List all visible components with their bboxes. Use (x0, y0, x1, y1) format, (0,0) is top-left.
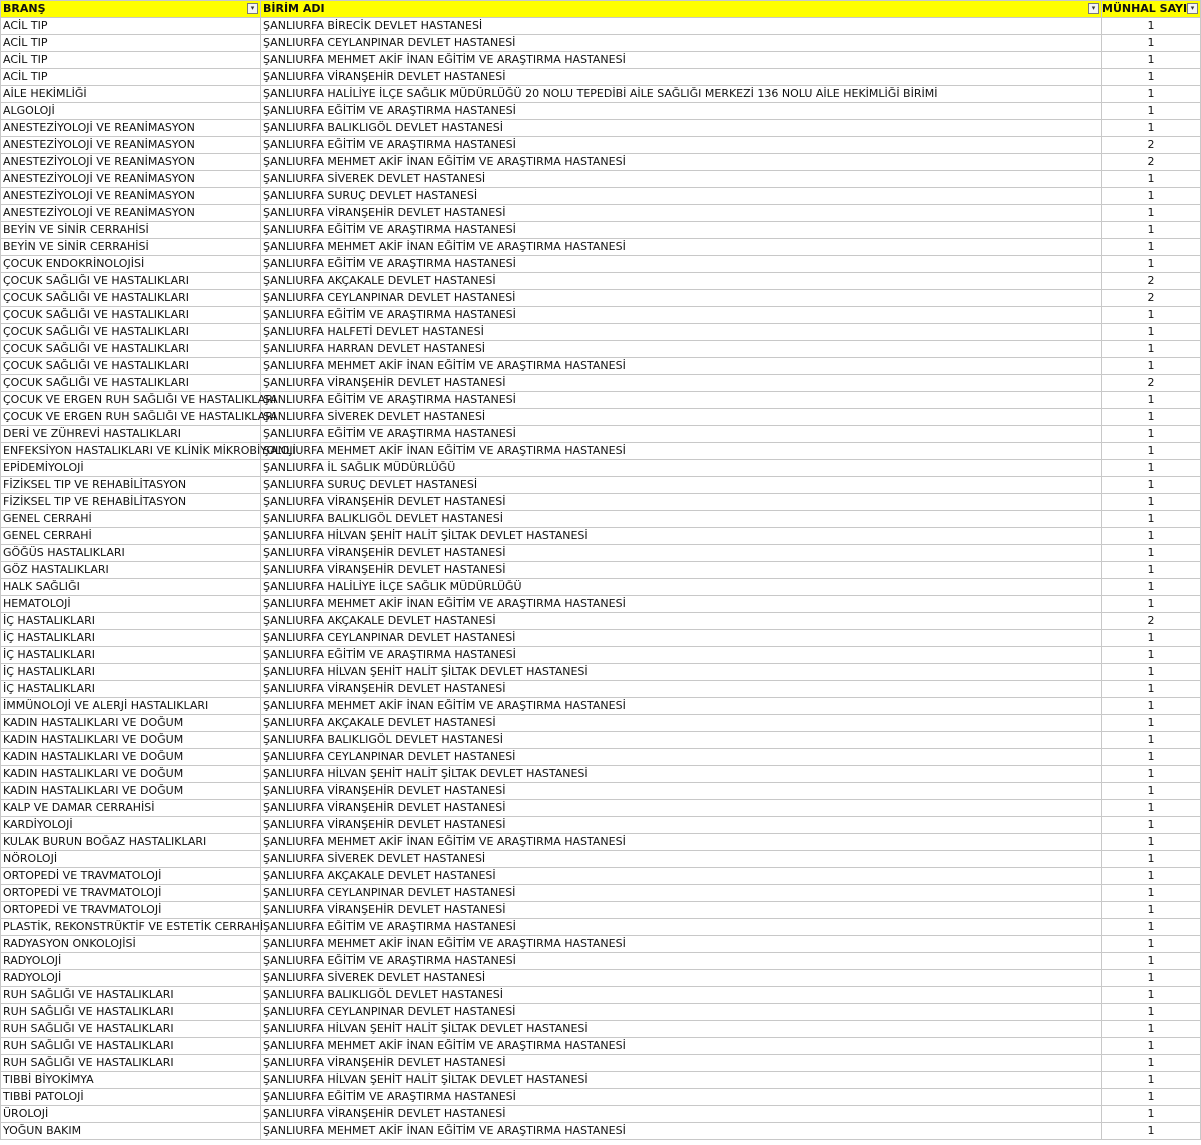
cell-birim-adi[interactable]: ŞANLIURFA VİRANŞEHİR DEVLET HASTANESİ (261, 783, 1102, 800)
cell-brans[interactable]: ANESTEZİYOLOJİ VE REANİMASYON (1, 120, 261, 137)
cell-munhal-sayi[interactable]: 1 (1102, 528, 1201, 545)
cell-munhal-sayi[interactable]: 1 (1102, 630, 1201, 647)
cell-birim-adi[interactable]: ŞANLIURFA MEHMET AKİF İNAN EĞİTİM VE ARAŞTIRMA HASTANESİ (261, 1123, 1102, 1140)
cell-brans[interactable]: FİZİKSEL TIP VE REHABİLİTASYON (1, 477, 261, 494)
cell-birim-adi[interactable]: ŞANLIURFA HİLVAN ŞEHİT HALİT ŞİLTAK DEVLET HASTANESİ (261, 1021, 1102, 1038)
table-row (1, 987, 1201, 1004)
cell-birim-adi[interactable]: ŞANLIURFA EĞİTİM VE ARAŞTIRMA HASTANESİ (261, 307, 1102, 324)
cell-brans[interactable]: ANESTEZİYOLOJİ VE REANİMASYON (1, 188, 261, 205)
table-row (1, 800, 1201, 817)
cell-birim-adi[interactable]: ŞANLIURFA AKÇAKALE DEVLET HASTANESİ (261, 273, 1102, 290)
table-row (1, 613, 1201, 630)
table-row (1, 154, 1201, 171)
table-row (1, 851, 1201, 868)
cell-birim-adi[interactable]: ŞANLIURFA EĞİTİM VE ARAŞTIRMA HASTANESİ (261, 426, 1102, 443)
table-row (1, 1106, 1201, 1123)
cell-brans[interactable]: RUH SAĞLIĞI VE HASTALIKLARI (1, 1021, 261, 1038)
table-row (1, 579, 1201, 596)
cell-birim-adi[interactable]: ŞANLIURFA MEHMET AKİF İNAN EĞİTİM VE ARAŞTIRMA HASTANESİ (261, 358, 1102, 375)
table-row (1, 817, 1201, 834)
cell-munhal-sayi[interactable]: 1 (1102, 256, 1201, 273)
table-row (1, 222, 1201, 239)
cell-birim-adi[interactable]: ŞANLIURFA VİRANŞEHİR DEVLET HASTANESİ (261, 205, 1102, 222)
cell-brans[interactable]: HALK SAĞLIĞI (1, 579, 261, 596)
cell-birim-adi[interactable]: ŞANLIURFA CEYLANPINAR DEVLET HASTANESİ (261, 290, 1102, 307)
cell-brans[interactable]: ACİL TIP (1, 69, 261, 86)
table-row (1, 664, 1201, 681)
cell-brans[interactable]: KADIN HASTALIKLARI VE DOĞUM (1, 766, 261, 783)
table-row (1, 936, 1201, 953)
table-row (1, 341, 1201, 358)
cell-brans[interactable]: KARDİYOLOJİ (1, 817, 261, 834)
cell-birim-adi[interactable]: ŞANLIURFA SURUÇ DEVLET HASTANESİ (261, 188, 1102, 205)
cell-munhal-sayi[interactable]: 1 (1102, 749, 1201, 766)
cell-brans[interactable]: ACİL TIP (1, 35, 261, 52)
cell-brans[interactable]: GENEL CERRAHİ (1, 528, 261, 545)
table-row (1, 103, 1201, 120)
cell-munhal-sayi[interactable]: 1 (1102, 103, 1201, 120)
cell-brans[interactable]: EPİDEMİYOLOJİ (1, 460, 261, 477)
cell-birim-adi[interactable]: ŞANLIURFA MEHMET AKİF İNAN EĞİTİM VE ARAŞTIRMA HASTANESİ (261, 239, 1102, 256)
table-row (1, 443, 1201, 460)
cell-birim-adi[interactable]: ŞANLIURFA MEHMET AKİF İNAN EĞİTİM VE ARAŞTIRMA HASTANESİ (261, 596, 1102, 613)
cell-brans[interactable]: GENEL CERRAHİ (1, 511, 261, 528)
cell-brans[interactable]: HEMATOLOJİ (1, 596, 261, 613)
cell-munhal-sayi[interactable]: 1 (1102, 681, 1201, 698)
table-row (1, 1038, 1201, 1055)
cell-birim-adi[interactable]: ŞANLIURFA BALIKLIGÖL DEVLET HASTANESİ (261, 511, 1102, 528)
cell-munhal-sayi[interactable]: 1 (1102, 35, 1201, 52)
cell-munhal-sayi[interactable]: 1 (1102, 579, 1201, 596)
header-brans[interactable] (1, 1, 261, 18)
cell-brans[interactable]: ENFEKSİYON HASTALIKLARI VE KLİNİK MİKROBİYOLOJİ (1, 443, 261, 460)
cell-munhal-sayi[interactable]: 1 (1102, 817, 1201, 834)
table-row (1, 596, 1201, 613)
cell-brans[interactable]: AİLE HEKİMLİĞİ (1, 86, 261, 103)
cell-munhal-sayi[interactable]: 1 (1102, 477, 1201, 494)
cell-birim-adi[interactable]: ŞANLIURFA VİRANŞEHİR DEVLET HASTANESİ (261, 545, 1102, 562)
cell-munhal-sayi[interactable]: 1 (1102, 426, 1201, 443)
cell-birim-adi[interactable]: ŞANLIURFA EĞİTİM VE ARAŞTIRMA HASTANESİ (261, 647, 1102, 664)
cell-birim-adi[interactable]: ŞANLIURFA CEYLANPINAR DEVLET HASTANESİ (261, 35, 1102, 52)
cell-munhal-sayi[interactable]: 1 (1102, 902, 1201, 919)
table-row (1, 698, 1201, 715)
cell-munhal-sayi[interactable]: 1 (1102, 1038, 1201, 1055)
cell-munhal-sayi[interactable]: 1 (1102, 1106, 1201, 1123)
cell-brans[interactable]: ANESTEZİYOLOJİ VE REANİMASYON (1, 154, 261, 171)
cell-brans[interactable]: TIBBİ PATOLOJİ (1, 1089, 261, 1106)
table-row (1, 494, 1201, 511)
cell-brans[interactable]: NÖROLOJİ (1, 851, 261, 868)
cell-munhal-sayi[interactable]: 1 (1102, 766, 1201, 783)
cell-birim-adi[interactable]: ŞANLIURFA EĞİTİM VE ARAŞTIRMA HASTANESİ (261, 1089, 1102, 1106)
cell-brans[interactable]: İÇ HASTALIKLARI (1, 664, 261, 681)
cell-birim-adi[interactable]: ŞANLIURFA MEHMET AKİF İNAN EĞİTİM VE ARAŞTIRMA HASTANESİ (261, 936, 1102, 953)
cell-brans[interactable]: TIBBİ BİYOKİMYA (1, 1072, 261, 1089)
table-row (1, 1021, 1201, 1038)
cell-brans[interactable]: İÇ HASTALIKLARI (1, 613, 261, 630)
cell-birim-adi[interactable]: ŞANLIURFA EĞİTİM VE ARAŞTIRMA HASTANESİ (261, 137, 1102, 154)
header-row (1, 1, 1201, 18)
cell-brans[interactable]: GÖZ HASTALIKLARI (1, 562, 261, 579)
cell-birim-adi[interactable]: ŞANLIURFA EĞİTİM VE ARAŞTIRMA HASTANESİ (261, 392, 1102, 409)
cell-birim-adi[interactable]: ŞANLIURFA VİRANŞEHİR DEVLET HASTANESİ (261, 1055, 1102, 1072)
cell-birim-adi[interactable]: ŞANLIURFA VİRANŞEHİR DEVLET HASTANESİ (261, 494, 1102, 511)
cell-munhal-sayi[interactable]: 1 (1102, 188, 1201, 205)
cell-munhal-sayi[interactable]: 1 (1102, 596, 1201, 613)
cell-birim-adi[interactable]: ŞANLIURFA VİRANŞEHİR DEVLET HASTANESİ (261, 375, 1102, 392)
cell-munhal-sayi[interactable]: 1 (1102, 1089, 1201, 1106)
cell-brans[interactable]: ORTOPEDİ VE TRAVMATOLOJİ (1, 885, 261, 902)
cell-birim-adi[interactable]: ŞANLIURFA CEYLANPINAR DEVLET HASTANESİ (261, 630, 1102, 647)
table-row (1, 35, 1201, 52)
cell-munhal-sayi[interactable]: 1 (1102, 460, 1201, 477)
cell-brans[interactable]: İMMÜNOLOJİ VE ALERJİ HASTALIKLARI (1, 698, 261, 715)
table-row (1, 273, 1201, 290)
cell-birim-adi[interactable]: ŞANLIURFA MEHMET AKİF İNAN EĞİTİM VE ARAŞTIRMA HASTANESİ (261, 698, 1102, 715)
table-row (1, 290, 1201, 307)
cell-brans[interactable]: İÇ HASTALIKLARI (1, 647, 261, 664)
cell-brans[interactable]: KULAK BURUN BOĞAZ HASTALIKLARI (1, 834, 261, 851)
cell-brans[interactable]: ÜROLOJİ (1, 1106, 261, 1123)
cell-brans[interactable]: ÇOCUK SAĞLIĞI VE HASTALIKLARI (1, 324, 261, 341)
cell-birim-adi[interactable]: ŞANLIURFA SİVEREK DEVLET HASTANESİ (261, 409, 1102, 426)
cell-brans[interactable]: RUH SAĞLIĞI VE HASTALIKLARI (1, 1055, 261, 1072)
cell-brans[interactable]: KALP VE DAMAR CERRAHİSİ (1, 800, 261, 817)
header-brans-label: BRANŞ (3, 2, 46, 15)
cell-brans[interactable]: İÇ HASTALIKLARI (1, 681, 261, 698)
cell-brans[interactable]: RUH SAĞLIĞI VE HASTALIKLARI (1, 1038, 261, 1055)
cell-brans[interactable]: KADIN HASTALIKLARI VE DOĞUM (1, 732, 261, 749)
cell-munhal-sayi[interactable]: 1 (1102, 1004, 1201, 1021)
table-row (1, 409, 1201, 426)
table-row (1, 630, 1201, 647)
cell-munhal-sayi[interactable]: 1 (1102, 341, 1201, 358)
table-row (1, 1072, 1201, 1089)
table-row (1, 120, 1201, 137)
cell-munhal-sayi[interactable]: 1 (1102, 171, 1201, 188)
table-row (1, 545, 1201, 562)
cell-brans[interactable]: KADIN HASTALIKLARI VE DOĞUM (1, 715, 261, 732)
cell-birim-adi[interactable]: ŞANLIURFA AKÇAKALE DEVLET HASTANESİ (261, 715, 1102, 732)
cell-birim-adi[interactable]: ŞANLIURFA BALIKLIGÖL DEVLET HASTANESİ (261, 987, 1102, 1004)
cell-brans[interactable]: BEYİN VE SİNİR CERRAHİSİ (1, 222, 261, 239)
cell-birim-adi[interactable]: ŞANLIURFA SİVEREK DEVLET HASTANESİ (261, 171, 1102, 188)
cell-brans[interactable]: ÇOCUK SAĞLIĞI VE HASTALIKLARI (1, 375, 261, 392)
table-row (1, 171, 1201, 188)
table-row (1, 426, 1201, 443)
header-birim-adi-label: BİRİM ADI (263, 2, 325, 15)
table-row (1, 868, 1201, 885)
cell-munhal-sayi[interactable]: 1 (1102, 307, 1201, 324)
cell-munhal-sayi[interactable]: 2 (1102, 154, 1201, 171)
cell-birim-adi[interactable]: ŞANLIURFA SURUÇ DEVLET HASTANESİ (261, 477, 1102, 494)
table-row (1, 392, 1201, 409)
cell-birim-adi[interactable]: ŞANLIURFA MEHMET AKİF İNAN EĞİTİM VE ARAŞTIRMA HASTANESİ (261, 154, 1102, 171)
cell-birim-adi[interactable]: ŞANLIURFA MEHMET AKİF İNAN EĞİTİM VE ARAŞTIRMA HASTANESİ (261, 1038, 1102, 1055)
cell-brans[interactable]: ÇOCUK VE ERGEN RUH SAĞLIĞI VE HASTALIKLARI (1, 409, 261, 426)
cell-birim-adi[interactable]: ŞANLIURFA VİRANŞEHİR DEVLET HASTANESİ (261, 69, 1102, 86)
cell-birim-adi[interactable]: ŞANLIURFA AKÇAKALE DEVLET HASTANESİ (261, 868, 1102, 885)
table-row (1, 647, 1201, 664)
cell-munhal-sayi[interactable]: 1 (1102, 324, 1201, 341)
cell-brans[interactable]: BEYİN VE SİNİR CERRAHİSİ (1, 239, 261, 256)
cell-munhal-sayi[interactable]: 1 (1102, 409, 1201, 426)
table-row (1, 477, 1201, 494)
table-row (1, 1004, 1201, 1021)
cell-birim-adi[interactable]: ŞANLIURFA VİRANŞEHİR DEVLET HASTANESİ (261, 1106, 1102, 1123)
cell-munhal-sayi[interactable]: 1 (1102, 69, 1201, 86)
cell-birim-adi[interactable]: ŞANLIURFA HİLVAN ŞEHİT HALİT ŞİLTAK DEVLET HASTANESİ (261, 528, 1102, 545)
cell-munhal-sayi[interactable]: 1 (1102, 494, 1201, 511)
cell-birim-adi[interactable]: ŞANLIURFA VİRANŞEHİR DEVLET HASTANESİ (261, 800, 1102, 817)
cell-munhal-sayi[interactable]: 1 (1102, 834, 1201, 851)
cell-brans[interactable]: KADIN HASTALIKLARI VE DOĞUM (1, 749, 261, 766)
cell-munhal-sayi[interactable]: 2 (1102, 137, 1201, 154)
table-row (1, 86, 1201, 103)
cell-munhal-sayi[interactable]: 1 (1102, 1123, 1201, 1140)
cell-brans[interactable]: ANESTEZİYOLOJİ VE REANİMASYON (1, 171, 261, 188)
table-row (1, 953, 1201, 970)
table-row (1, 1055, 1201, 1072)
cell-munhal-sayi[interactable]: 1 (1102, 664, 1201, 681)
cell-brans[interactable]: RUH SAĞLIĞI VE HASTALIKLARI (1, 987, 261, 1004)
table-row (1, 18, 1201, 35)
cell-birim-adi[interactable]: ŞANLIURFA EĞİTİM VE ARAŞTIRMA HASTANESİ (261, 256, 1102, 273)
cell-munhal-sayi[interactable]: 1 (1102, 732, 1201, 749)
cell-munhal-sayi[interactable]: 1 (1102, 936, 1201, 953)
table-row (1, 307, 1201, 324)
cell-brans[interactable]: YOĞUN BAKIM (1, 1123, 261, 1140)
cell-birim-adi[interactable]: ŞANLIURFA VİRANŞEHİR DEVLET HASTANESİ (261, 902, 1102, 919)
cell-munhal-sayi[interactable]: 1 (1102, 205, 1201, 222)
cell-birim-adi[interactable]: ŞANLIURFA HİLVAN ŞEHİT HALİT ŞİLTAK DEVLET HASTANESİ (261, 1072, 1102, 1089)
cell-munhal-sayi[interactable]: 1 (1102, 698, 1201, 715)
cell-munhal-sayi[interactable]: 1 (1102, 443, 1201, 460)
cell-munhal-sayi[interactable]: 1 (1102, 545, 1201, 562)
table-row (1, 205, 1201, 222)
cell-munhal-sayi[interactable]: 1 (1102, 222, 1201, 239)
cell-munhal-sayi[interactable]: 1 (1102, 1021, 1201, 1038)
table-row (1, 919, 1201, 936)
cell-munhal-sayi[interactable]: 1 (1102, 647, 1201, 664)
cell-munhal-sayi[interactable]: 1 (1102, 970, 1201, 987)
table-body (1, 18, 1201, 1140)
header-birim-adi[interactable] (261, 1, 1102, 18)
table-row (1, 834, 1201, 851)
cell-brans[interactable]: KADIN HASTALIKLARI VE DOĞUM (1, 783, 261, 800)
table-row (1, 460, 1201, 477)
cell-brans[interactable]: ÇOCUK SAĞLIĞI VE HASTALIKLARI (1, 307, 261, 324)
cell-brans[interactable]: RADYASYON ONKOLOJİSİ (1, 936, 261, 953)
table-row (1, 1089, 1201, 1106)
cell-munhal-sayi[interactable]: 2 (1102, 273, 1201, 290)
cell-birim-adi[interactable]: ŞANLIURFA EĞİTİM VE ARAŞTIRMA HASTANESİ (261, 222, 1102, 239)
cell-munhal-sayi[interactable]: 1 (1102, 239, 1201, 256)
cell-birim-adi[interactable]: ŞANLIURFA EĞİTİM VE ARAŞTIRMA HASTANESİ (261, 103, 1102, 120)
cell-brans[interactable]: ORTOPEDİ VE TRAVMATOLOJİ (1, 868, 261, 885)
cell-brans[interactable]: ANESTEZİYOLOJİ VE REANİMASYON (1, 137, 261, 154)
cell-brans[interactable]: DERİ VE ZÜHREVİ HASTALIKLARI (1, 426, 261, 443)
cell-munhal-sayi[interactable]: 1 (1102, 358, 1201, 375)
cell-brans[interactable]: ÇOCUK ENDOKRİNOLOJİSİ (1, 256, 261, 273)
table-row (1, 324, 1201, 341)
cell-brans[interactable]: ÇOCUK SAĞLIĞI VE HASTALIKLARI (1, 358, 261, 375)
cell-birim-adi[interactable]: ŞANLIURFA İL SAĞLIK MÜDÜRLÜĞÜ (261, 460, 1102, 477)
cell-birim-adi[interactable]: ŞANLIURFA EĞİTİM VE ARAŞTIRMA HASTANESİ (261, 919, 1102, 936)
cell-munhal-sayi[interactable]: 1 (1102, 851, 1201, 868)
table-row (1, 681, 1201, 698)
cell-birim-adi[interactable]: ŞANLIURFA BALIKLIGÖL DEVLET HASTANESİ (261, 120, 1102, 137)
table-row (1, 375, 1201, 392)
cell-munhal-sayi[interactable]: 1 (1102, 1055, 1201, 1072)
cell-birim-adi[interactable]: ŞANLIURFA AKÇAKALE DEVLET HASTANESİ (261, 613, 1102, 630)
cell-birim-adi[interactable]: ŞANLIURFA HALİLİYE İLÇE SAĞLIK MÜDÜRLÜĞÜ 20 NOLU TEPEDİBİ AİLE SAĞLIĞI MERKEZİ 136 NOLU AİLE HEKİMLİĞİ BİRİMİ (261, 86, 1102, 103)
cell-munhal-sayi[interactable]: 1 (1102, 1072, 1201, 1089)
cell-birim-adi[interactable]: ŞANLIURFA CEYLANPINAR DEVLET HASTANESİ (261, 885, 1102, 902)
table-row (1, 902, 1201, 919)
table-row (1, 783, 1201, 800)
cell-munhal-sayi[interactable]: 1 (1102, 86, 1201, 103)
table-row (1, 256, 1201, 273)
table-row (1, 562, 1201, 579)
cell-munhal-sayi[interactable]: 1 (1102, 868, 1201, 885)
cell-birim-adi[interactable]: ŞANLIURFA HİLVAN ŞEHİT HALİT ŞİLTAK DEVLET HASTANESİ (261, 664, 1102, 681)
table-row (1, 511, 1201, 528)
cell-birim-adi[interactable]: ŞANLIURFA HİLVAN ŞEHİT HALİT ŞİLTAK DEVLET HASTANESİ (261, 766, 1102, 783)
cell-munhal-sayi[interactable]: 1 (1102, 562, 1201, 579)
cell-brans[interactable]: RADYOLOJİ (1, 953, 261, 970)
cell-birim-adi[interactable]: ŞANLIURFA BİRECİK DEVLET HASTANESİ (261, 18, 1102, 35)
filter-dropdown-icon[interactable]: ▾ (1187, 3, 1198, 14)
table-row (1, 188, 1201, 205)
cell-brans[interactable]: ÇOCUK SAĞLIĞI VE HASTALIKLARI (1, 341, 261, 358)
filter-dropdown-icon[interactable]: ▾ (247, 3, 258, 14)
filter-dropdown-icon[interactable]: ▾ (1088, 3, 1099, 14)
cell-munhal-sayi[interactable]: 1 (1102, 783, 1201, 800)
table-row (1, 1123, 1201, 1140)
table-row (1, 970, 1201, 987)
table-row (1, 732, 1201, 749)
cell-brans[interactable]: ÇOCUK VE ERGEN RUH SAĞLIĞI VE HASTALIKLARI (1, 392, 261, 409)
table-row (1, 766, 1201, 783)
cell-munhal-sayi[interactable]: 1 (1102, 715, 1201, 732)
cell-munhal-sayi[interactable]: 2 (1102, 375, 1201, 392)
header-munhal-sayi-label: MÜNHAL SAYI (1102, 2, 1188, 15)
table-row (1, 239, 1201, 256)
cell-brans[interactable]: ÇOCUK SAĞLIĞI VE HASTALIKLARI (1, 273, 261, 290)
cell-birim-adi[interactable]: ŞANLIURFA VİRANŞEHİR DEVLET HASTANESİ (261, 817, 1102, 834)
cell-brans[interactable]: İÇ HASTALIKLARI (1, 630, 261, 647)
table-row (1, 749, 1201, 766)
cell-birim-adi[interactable]: ŞANLIURFA HALFETİ DEVLET HASTANESİ (261, 324, 1102, 341)
cell-munhal-sayi[interactable]: 1 (1102, 919, 1201, 936)
cell-munhal-sayi[interactable]: 1 (1102, 392, 1201, 409)
cell-birim-adi[interactable]: ŞANLIURFA MEHMET AKİF İNAN EĞİTİM VE ARAŞTIRMA HASTANESİ (261, 443, 1102, 460)
cell-birim-adi[interactable]: ŞANLIURFA EĞİTİM VE ARAŞTIRMA HASTANESİ (261, 953, 1102, 970)
cell-munhal-sayi[interactable]: 2 (1102, 290, 1201, 307)
table-row (1, 715, 1201, 732)
cell-birim-adi[interactable]: ŞANLIURFA CEYLANPINAR DEVLET HASTANESİ (261, 749, 1102, 766)
cell-brans[interactable]: ALGOLOJİ (1, 103, 261, 120)
cell-munhal-sayi[interactable]: 2 (1102, 613, 1201, 630)
cell-brans[interactable]: RUH SAĞLIĞI VE HASTALIKLARI (1, 1004, 261, 1021)
cell-munhal-sayi[interactable]: 1 (1102, 120, 1201, 137)
cell-munhal-sayi[interactable]: 1 (1102, 511, 1201, 528)
cell-munhal-sayi[interactable]: 1 (1102, 953, 1201, 970)
cell-birim-adi[interactable]: ŞANLIURFA BALIKLIGÖL DEVLET HASTANESİ (261, 732, 1102, 749)
header-munhal-sayi[interactable] (1102, 1, 1201, 18)
cell-brans[interactable]: ÇOCUK SAĞLIĞI VE HASTALIKLARI (1, 290, 261, 307)
cell-munhal-sayi[interactable]: 1 (1102, 885, 1201, 902)
cell-brans[interactable]: GÖĞÜS HASTALIKLARI (1, 545, 261, 562)
cell-birim-adi[interactable]: ŞANLIURFA MEHMET AKİF İNAN EĞİTİM VE ARAŞTIRMA HASTANESİ (261, 834, 1102, 851)
cell-birim-adi[interactable]: ŞANLIURFA HALİLİYE İLÇE SAĞLIK MÜDÜRLÜĞÜ (261, 579, 1102, 596)
table-row (1, 528, 1201, 545)
cell-birim-adi[interactable]: ŞANLIURFA VİRANŞEHİR DEVLET HASTANESİ (261, 562, 1102, 579)
cell-munhal-sayi[interactable]: 1 (1102, 800, 1201, 817)
cell-munhal-sayi[interactable]: 1 (1102, 987, 1201, 1004)
table-row (1, 52, 1201, 69)
table-row (1, 885, 1201, 902)
cell-munhal-sayi[interactable]: 1 (1102, 18, 1201, 35)
cell-brans[interactable]: ANESTEZİYOLOJİ VE REANİMASYON (1, 205, 261, 222)
table-row (1, 69, 1201, 86)
cell-birim-adi[interactable]: ŞANLIURFA MEHMET AKİF İNAN EĞİTİM VE ARAŞTIRMA HASTANESİ (261, 52, 1102, 69)
cell-brans[interactable]: ACİL TIP (1, 52, 261, 69)
cell-birim-adi[interactable]: ŞANLIURFA VİRANŞEHİR DEVLET HASTANESİ (261, 681, 1102, 698)
table-row (1, 137, 1201, 154)
table-row (1, 358, 1201, 375)
cell-birim-adi[interactable]: ŞANLIURFA HARRAN DEVLET HASTANESİ (261, 341, 1102, 358)
cell-birim-adi[interactable]: ŞANLIURFA SİVEREK DEVLET HASTANESİ (261, 970, 1102, 987)
cell-munhal-sayi[interactable]: 1 (1102, 52, 1201, 69)
cell-brans[interactable]: RADYOLOJİ (1, 970, 261, 987)
cell-brans[interactable]: PLASTİK, REKONSTRÜKTİF VE ESTETİK CERRAHİ (1, 919, 261, 936)
cell-brans[interactable]: ACİL TIP (1, 18, 261, 35)
cell-birim-adi[interactable]: ŞANLIURFA SİVEREK DEVLET HASTANESİ (261, 851, 1102, 868)
cell-birim-adi[interactable]: ŞANLIURFA CEYLANPINAR DEVLET HASTANESİ (261, 1004, 1102, 1021)
cell-brans[interactable]: FİZİKSEL TIP VE REHABİLİTASYON (1, 494, 261, 511)
cell-brans[interactable]: ORTOPEDİ VE TRAVMATOLOJİ (1, 902, 261, 919)
